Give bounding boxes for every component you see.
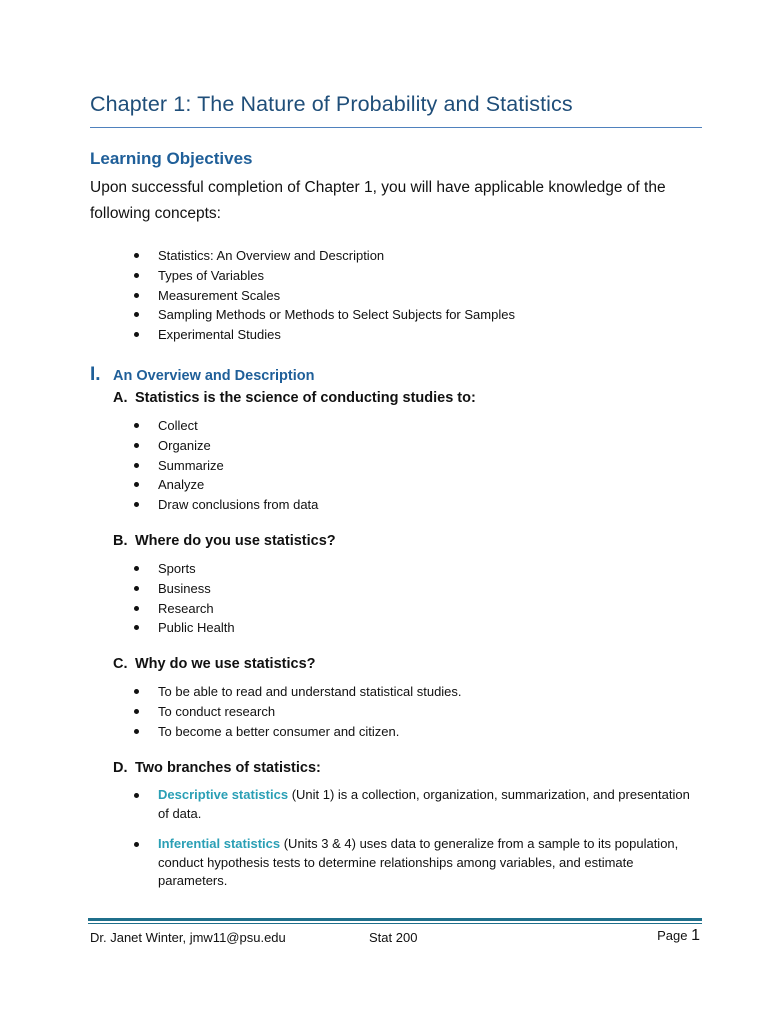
learning-objectives-list [134,246,515,345]
bullet-icon [134,423,139,428]
subsection-letter: A. [113,390,128,406]
list-item [134,475,318,495]
list-item [134,325,515,345]
subsection-title: Two branches of statistics: [135,760,321,776]
list-item [134,682,462,702]
subsection-d-heading [113,760,321,776]
chapter-title: Chapter 1: The Nature of Probability and Statistics [90,92,573,116]
page-label: Page [657,928,688,943]
bullet-icon [134,586,139,591]
page-number: 1 [691,927,700,944]
bullet-icon [134,293,139,298]
list-item-text: Public Health [158,620,235,636]
subsection-c-list [134,682,462,741]
subsection-c-heading [113,656,316,672]
list-item [134,579,235,599]
title-divider [90,127,702,128]
learning-objectives-intro: Upon successful completion of Chapter 1, you will have applicable knowledge of the following concepts: [90,179,666,222]
bullet-icon [134,253,139,258]
bullet-icon [134,273,139,278]
list-item [134,722,462,742]
list-item [134,559,235,579]
list-item-text: Organize [158,437,211,453]
learning-objectives-heading: Learning Objectives [90,149,253,168]
list-item-text: Draw conclusions from data [158,497,319,513]
bullet-icon [134,842,139,847]
section-title: An Overview and Description [113,368,315,384]
list-item-text: Types of Variables [158,267,264,283]
bullet-icon [134,793,139,798]
list-item-text: Summarize [158,457,224,473]
subsection-a-list [134,416,318,515]
section-numeral: I. [90,364,101,385]
footer-divider-thick [88,918,702,921]
list-item [134,599,235,619]
list-item-text: To be able to read and understand statistical studies. [158,684,462,699]
footer-page-number [657,927,700,945]
subsection-letter: C. [113,656,128,672]
list-item-text: To become a better consumer and citizen. [158,723,400,739]
subsection-title: Statistics is the science of conducting studies to: [135,390,476,406]
list-item [134,436,318,456]
subsection-letter: D. [113,760,128,776]
footer-course: Stat 200 [369,930,418,945]
list-item [134,702,462,722]
subsection-b-list [134,559,235,638]
list-item-text: Analyze [158,477,205,493]
term-descriptive-statistics: Descriptive statistics [158,787,289,802]
bullet-icon [134,312,139,317]
list-item [134,286,515,306]
section-1-heading [90,364,314,386]
bullet-icon [134,502,139,507]
subsection-b-heading [113,533,336,549]
bullet-icon [134,625,139,630]
subsection-letter: B. [113,533,128,549]
list-item [134,266,515,286]
bullet-icon [134,332,139,337]
bullet-icon [134,689,139,694]
list-item [134,618,235,638]
bullet-icon [134,463,139,468]
subsection-a-heading [113,390,476,406]
list-item-text: Collect [158,418,198,433]
list-item [134,246,515,266]
bullet-icon [134,566,139,571]
footer-divider-thin [88,923,702,924]
subsection-d-list [134,786,694,903]
list-item [134,416,318,436]
list-item-text: Experimental Studies [158,327,281,343]
list-item-text: Measurement Scales [158,287,281,303]
list-item-text: Research [158,600,214,616]
list-item [134,835,694,891]
list-item [134,305,515,325]
list-item-text: Sports [158,561,196,576]
bullet-icon [134,606,139,611]
subsection-title: Why do we use statistics? [135,656,316,672]
list-item-text: Business [158,580,211,596]
term-definition: (Unit 1) is a collection, organization, summarization, and presentation of data. [158,787,690,821]
list-item [134,495,318,515]
bullet-icon [134,709,139,714]
bullet-icon [134,443,139,448]
term-inferential-statistics: Inferential statistics [158,836,281,851]
list-item-text: Statistics: An Overview and Description [158,248,385,263]
list-item [134,786,694,823]
footer-author: Dr. Janet Winter, jmw11@psu.edu [90,930,286,945]
list-item-text: Sampling Methods or Methods to Select Subjects for Samples [158,307,515,323]
bullet-icon [134,482,139,487]
list-item-text: To conduct research [158,703,276,719]
term-definition: (Units 3 & 4) uses data to generalize from a sample to its population, conduct hypothesis tests to determine relationships among variables, and estimate parameters. [158,836,679,888]
bullet-icon [134,729,139,734]
list-item [134,456,318,476]
subsection-title: Where do you use statistics? [135,533,336,549]
